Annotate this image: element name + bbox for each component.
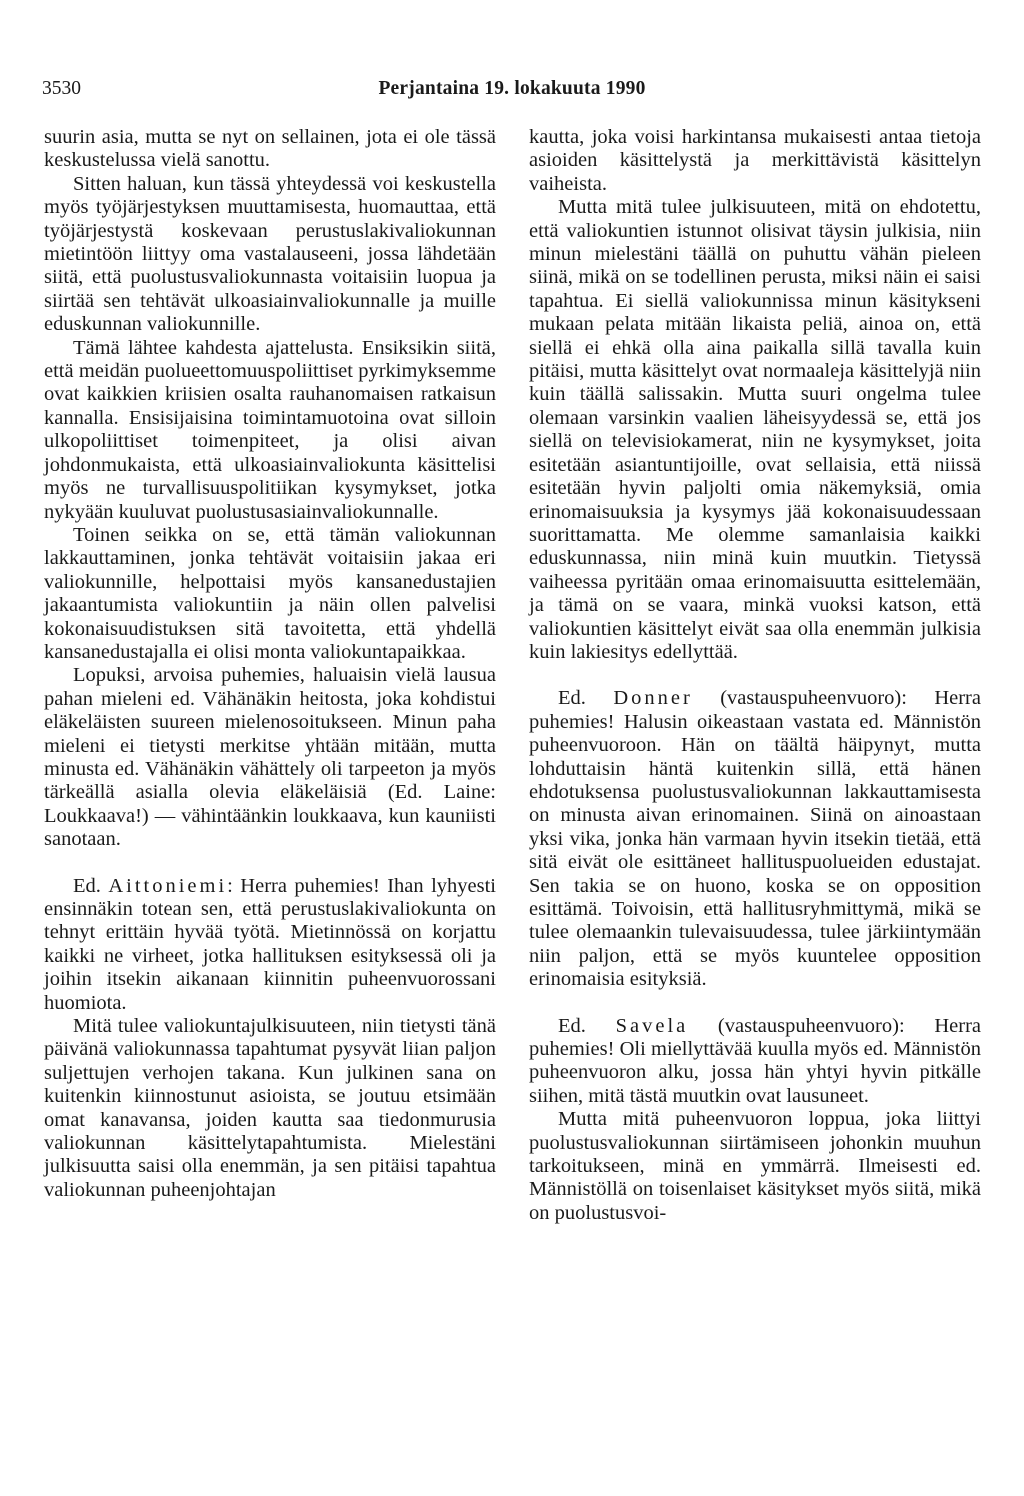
running-head-date: Perjantaina 19. lokakuuta 1990 [378,78,646,99]
paragraph: suurin asia, mutta se nyt on sellainen, jota ei ole tässä keskustelussa vielä sanottu. [44,126,496,172]
speech-text: (vastauspuheenvuoro): Herra puhemies! Halusin oikeastaan vastata ed. Männistön puheenvuoroon. Hän on täältä häipynyt, mutta lohduttaisin häntä kuitenkin sillä, että hänen ehdotuksensa puolustusvaliokunnan lakkauttamisesta on minusta aivan erinomainen. Siinä on ainoastaan yksi vika, jonka hän varmaan hyvin itsekin tietää, että sitä eivät ole esittäneet hallituspuolueiden edustajat. Sen takia se on huono, koska se on opposition esittämä. Toivoisin, että hallitusryhmittymä, mikä se tulee olemaankin tulevaisuudessa, tulee järkiintymään niin paljon, että se myös kuuntelee opposition erinomaisia esityksiä. [529,687,981,991]
paragraph: Mitä tulee valiokuntajulkisuuteen, niin tietysti tänä päivänä valiokunnassa tapahtumat pysyvät liian paljon suljettujen verhojen takana. Kun julkinen sana on kuitenkin kiinnostunut asioista, se joutuu etsimään omat kanavansa, joiden kautta saa tiedonmurusia valiokunnan käsittelytapahtumista. Mielestäni julkisuutta saisi olla enemmän, ja sen pitäisi tapahtua valiokunnan puheenjohtajan [44,1015,496,1201]
paragraph: Mutta mitä tulee julkisuuteen, mitä on ehdotettu, että valiokuntien istunnot olisivat täysin julkisia, niin minun mielestäni täällä on puhuttu vähän pieleen siinä, mikä on se todellinen perusta, miksi näin ei saisi tapahtua. Ei siellä valiokunnissa minun käsitykseni mukaan pelata mitään likaista peliä, ainoa on, että siellä ei ehkä olla aina paikalla sillä tavalla kuin pitäisi, mutta käsittelyt ovat normaaleja käsittelyjä niin kuin täällä salissakin. Mutta suuri ongelma tulee olemaan varsinkin vaalien läheisyydessä se, että jos siellä on televisiokamerat, niin ne kysymykset, joita esitetään asiantuntijoille, ovat sellaisia, että niissä esitetään hyvin paljolti omia näkemyksiä, omia erinomaisuuksia ja kysymys jää kokonaisuudessaan suorittamatta. Me olemme samanlaisia kaikki eduskunnassa, niin minä kuin muutkin. Tietyssä vaiheessa pyritään omaa erinomaisuutta esittelemään, ja tämä on se vaara, minkä vuoksi katson, että valiokuntien käsittelyt eivät saa olla enemmän julkisia kuin lakiesitys edellyttää. [529,196,981,663]
left-column [44,126,496,1202]
paragraph: Sitten haluan, kun tässä yhteydessä voi keskustella myös työjärjestyksen muuttamisesta, huomauttaa, että työjärjestystä koskevaan perustuslakivaliokunnan mietintöön liittyy oma vastalauseeni, jossa lähdetään siitä, että puolustusvaliokunnasta voitaisiin luopua ja siirtää sen tehtävät ulkoasiainvaliokunnalle ja muille eduskunnan valiokunnille. [44,172,496,336]
paragraph: Toinen seikka on se, että tämän valiokunnan lakkauttaminen, jonka tehtävät voitaisiin jakaa eri valiokunnille, helpottaisi myös kansanedustajien jakaantumista valiokuntiin ja näin ollen palvelisi kokonaisuudistuksen sitä tavoitetta, että yhdellä kansanedustajalla ei olisi monta valiokuntapaikkaa. [44,523,496,663]
speaker-name: Savela [615,1014,689,1037]
speech-text: (vastauspuheenvuoro): Herra puhemies! Oli miellyttävää kuulla myös ed. Männistön puheenvuoron alku, jossa hän yhtyi hyvin pitkälle siihen, mitä tästä muutkin ovat lausuneet. [529,1014,981,1107]
page-header [42,74,982,104]
page-number: 3530 [42,78,81,99]
paragraph: Lopuksi, arvoisa puhemies, haluaisin vielä lausua pahan mieleni ed. Vähänäkin heitosta, joka kohdistui eläkeläisten suureen mielenosoitukseen. Minun paha mieleni ei tietysti merkitse yhtään mitään, mutta minusta ed. Vähänäkin vähättely oli tarpeeton ja myös tärkeällä asialla olevia eläkeläisiä (Ed. Laine: Loukkaava!) — vähintäänkin loukkaava, kun kauniisti sanotaan. [44,664,496,851]
paragraph: kautta, joka voisi harkintansa mukaisesti antaa tietoja asioiden käsittelystä ja merkittävistä käsittelyn vaiheista. [529,126,981,195]
speech-savela [529,1015,981,1109]
speech-donner [529,687,981,991]
right-column [529,126,981,1225]
speech-text: : Herra puhemies! Ihan lyhyesti ensinnäkin totean sen, että perustuslakivaliokunta on tehnyt erittäin hyvää työtä. Mietinnössä on korjattu kaikki ne virheet, jotka hallituksen esityksessä oli ja joihin itsekin aikanaan kiinnitin puheenvuorossani huomiota. [44,874,496,1014]
speaker-prefix: Ed. [73,874,101,897]
speaker-name: Donner [613,687,693,710]
speech-aittoniemi [44,875,496,1015]
speaker-prefix: Ed. [558,1014,586,1037]
paragraph: Mutta mitä puheenvuoron loppua, joka liittyi puolustusvaliokunnan siirtämiseen johonkin muuhun tarkoitukseen, minä en ymmärrä. Ilmeisesti ed. Männistöllä on toisenlaiset käsitykset myös siitä, mikä on puolustusvoi- [529,1108,981,1224]
paragraph: Tämä lähtee kahdesta ajattelusta. Ensiksikin siitä, että meidän puolueettomuuspoliittiset pyrkimyksemme ovat kaikkien kriisien osalta rauhanomaisen ratkaisun kannalla. Ensisijaisina toimintamuotoina ovat silloin ulkopoliittiset toimenpiteet, ja olisi aivan johdonmukaista, että ulkoasiainvaliokunta käsittelisi myös ne turvallisuuspolitiikan kysymykset, jotka nykyään kuuluvat puolustusasiainvaliokunnalle. [44,336,496,523]
speaker-name: Aittoniemi [108,874,228,897]
speaker-prefix: Ed. [558,687,586,710]
